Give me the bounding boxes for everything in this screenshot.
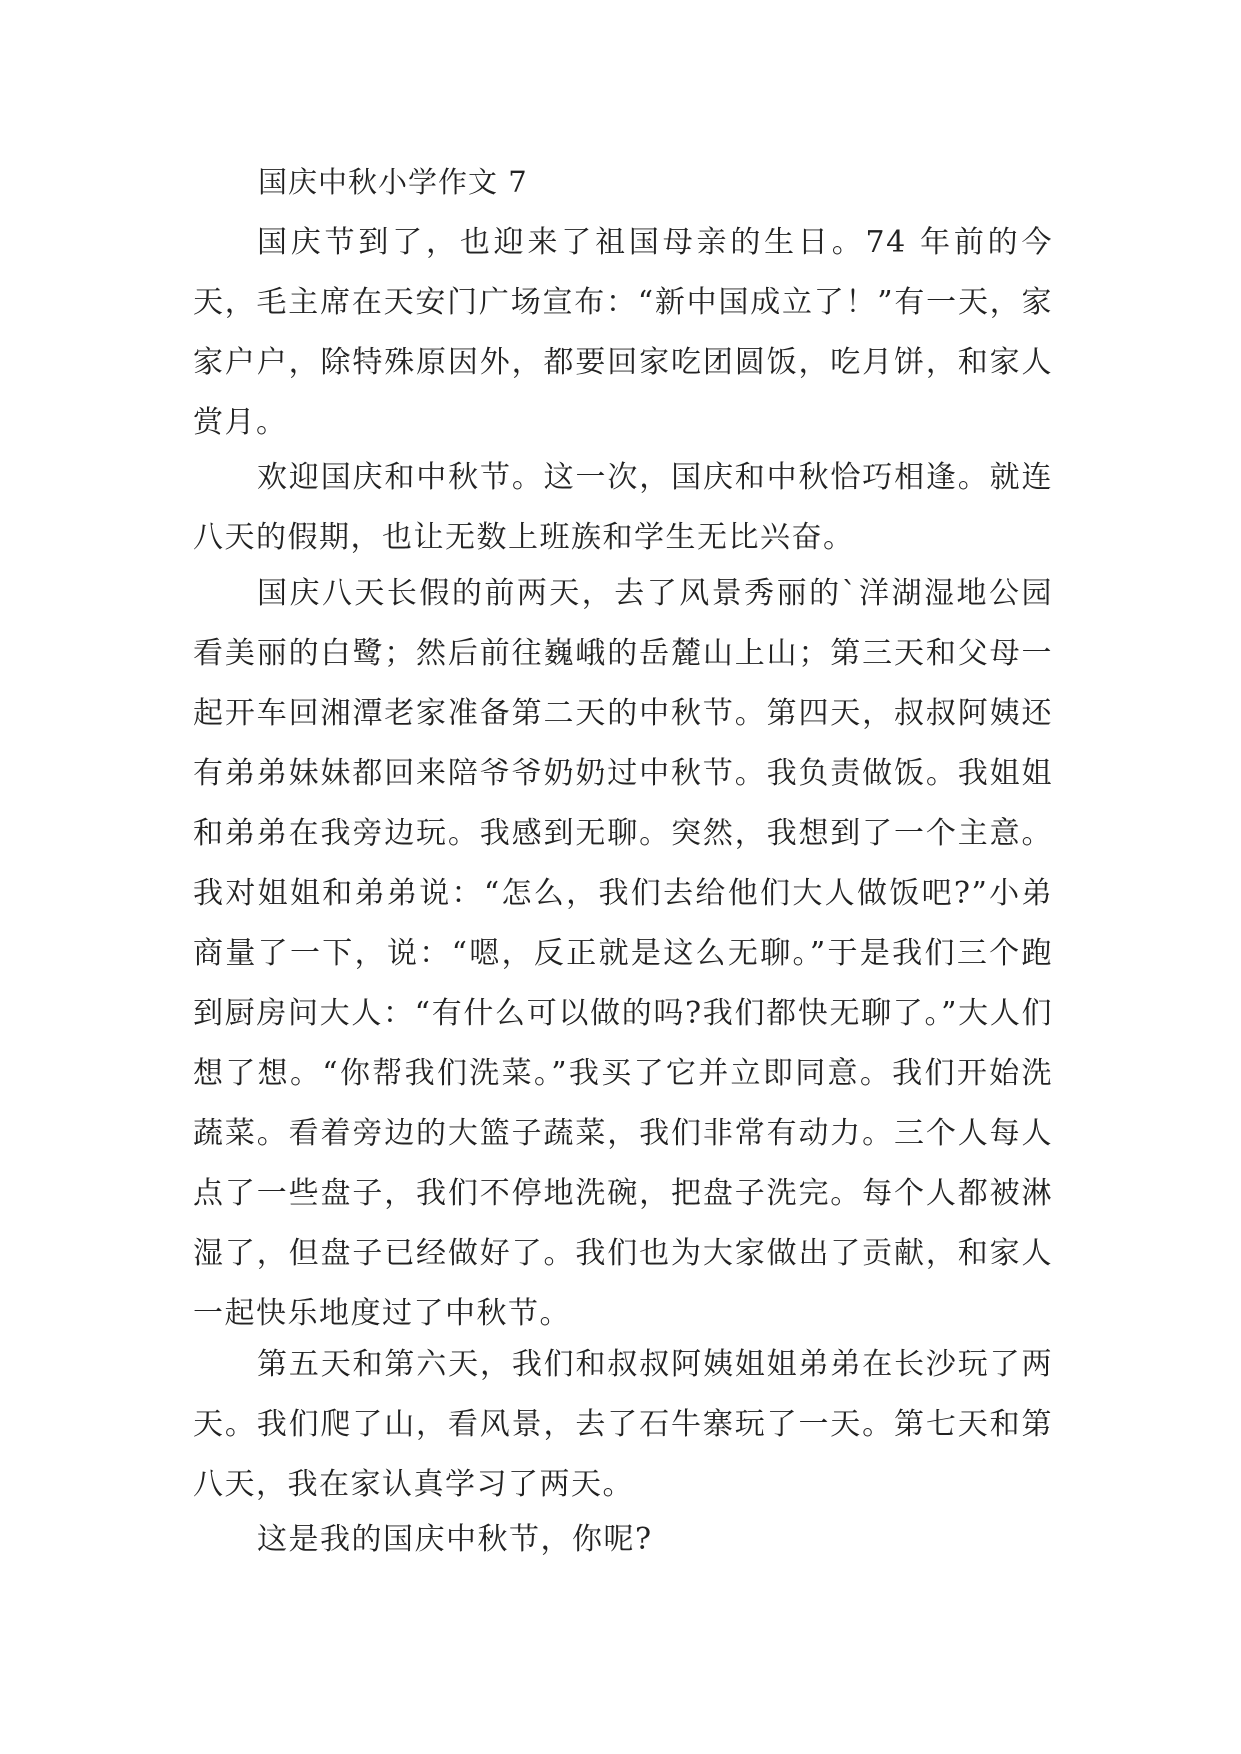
paragraph-welcome-holidays: 欢迎国庆和中秋节。这一次，国庆和中秋恰巧相逢。就连八天的假期，也让无数上班族和学生无比兴奋。 — [193, 460, 1053, 555]
paragraph-holiday-story: 国庆八天长假的前两天，去了风景秀丽的`洋湖湿地公园看美丽的白鹭；然后前往巍峨的岳麓山上山；第三天和父母一起开车回湘潭老家准备第二天的中秋节。第四天，叔叔阿姨还有弟弟妹妹都回来陪爷爷奶奶过中秋节。我负责做饭。我姐姐和弟弟在我旁边玩。我感到无聊。突然，我想到了一个主意。我对姐姐和弟弟说：“怎么，我们去给他们大人做饭吧?”小弟商量了一下，说：“嗯，反正就是这么无聊。”于是我们三个跑到厨房问大人：“有什么可以做的吗?我们都快无聊了。”大人们想了想。“你帮我们洗菜。”我买了它并立即同意。我们开始洗蔬菜。看着旁边的大篮子蔬菜，我们非常有动力。三个人每人点了一些盘子，我们不停地洗碗，把盘子洗完。每个人都被淋湿了，但盘子已经做好了。我们也为大家做出了贡献，和家人一起快乐地度过了中秋节。 — [193, 576, 1053, 1331]
paragraph-days-five-to-eight: 第五天和第六天，我们和叔叔阿姨姐姐弟弟在长沙玩了两天。我们爬了山，看风景，去了石牛寨玩了一天。第七天和第八天，我在家认真学习了两天。 — [193, 1347, 1053, 1502]
paragraph-national-day: 国庆节到了，也迎来了祖国母亲的生日。74 年前的今天，毛主席在天安门广场宣布：“新中国成立了！”有一天，家家户户，除特殊原因外，都要回家吃团圆饭，吃月饼，和家人赏月。 — [193, 225, 1053, 440]
essay-title: 国庆中秋小学作文 7 — [258, 165, 528, 199]
paragraph-closing: 这是我的国庆中秋节，你呢? — [257, 1522, 653, 1557]
